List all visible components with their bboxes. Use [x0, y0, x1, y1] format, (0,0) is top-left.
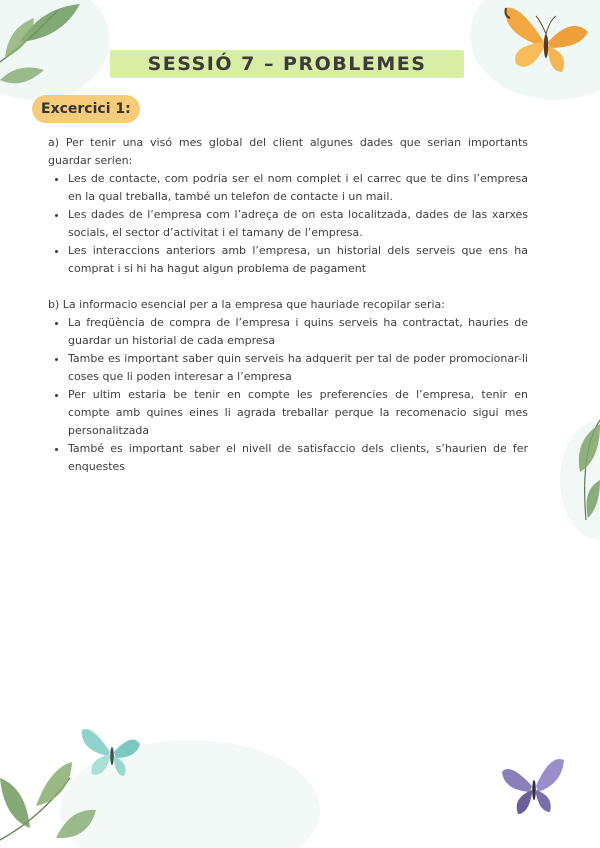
section-b-item: • Tambe es important saber quin serveis ha adquerit per tal de poder promocionar-li coses que li poden interesar a l’empresa [68, 350, 528, 386]
purple-butterfly-icon [498, 752, 568, 818]
teal-butterfly-icon [78, 722, 144, 780]
section-a-list [48, 170, 528, 278]
section-a-intro: a) Per tenir una visó mes global del client algunes dades que serian importants guardar serien: [48, 136, 528, 167]
section-a-item: • Les dades de l’empresa com l’adreça de on esta localitzada, dades de las xarxes socials, el sector d’activitat i el tamany de l’empresa. [68, 206, 528, 242]
orange-butterfly-icon [500, 2, 592, 80]
section-a-item: • Les interaccions anteriors amb l’empresa, un historial dels serveis que ens ha comprat i si hi ha hagut algun problema de pagament [68, 242, 528, 278]
exercise-content [48, 134, 528, 476]
section-b-intro: b) La informacio esencial per a la empresa que hauriade recopilar seria: [48, 298, 445, 311]
section-b-item: • També es important saber el nivell de satisfaccio dels clients, s’haurien de fer enquestes [68, 440, 528, 476]
section-b-item: • La freqüència de compra de l’empresa i quins serveis ha contractat, hauries de guardar un historial de cada empresa [68, 314, 528, 350]
section-a-item: • Les de contacte, com podria ser el nom complet i el carrec que te dins l’empresa en la qual treballa, també un telefon de contacte i un mail. [68, 170, 528, 206]
leaf-branch-right-icon [570, 410, 600, 525]
page-title: SESSIÓ 7 – PROBLEMES [147, 53, 427, 75]
section-b-list [48, 314, 528, 476]
section-spacer [48, 278, 528, 296]
section-b-item: • Per ultim estaria be tenir en compte les preferencies de l’empresa, tenir en compte amb quines eines li agrada treballar perque la recomenacio sigui mes personalitzada [68, 386, 528, 440]
leaf-branch-top-left-icon [0, 0, 95, 105]
exercise-label: Excercici 1: [32, 95, 140, 123]
